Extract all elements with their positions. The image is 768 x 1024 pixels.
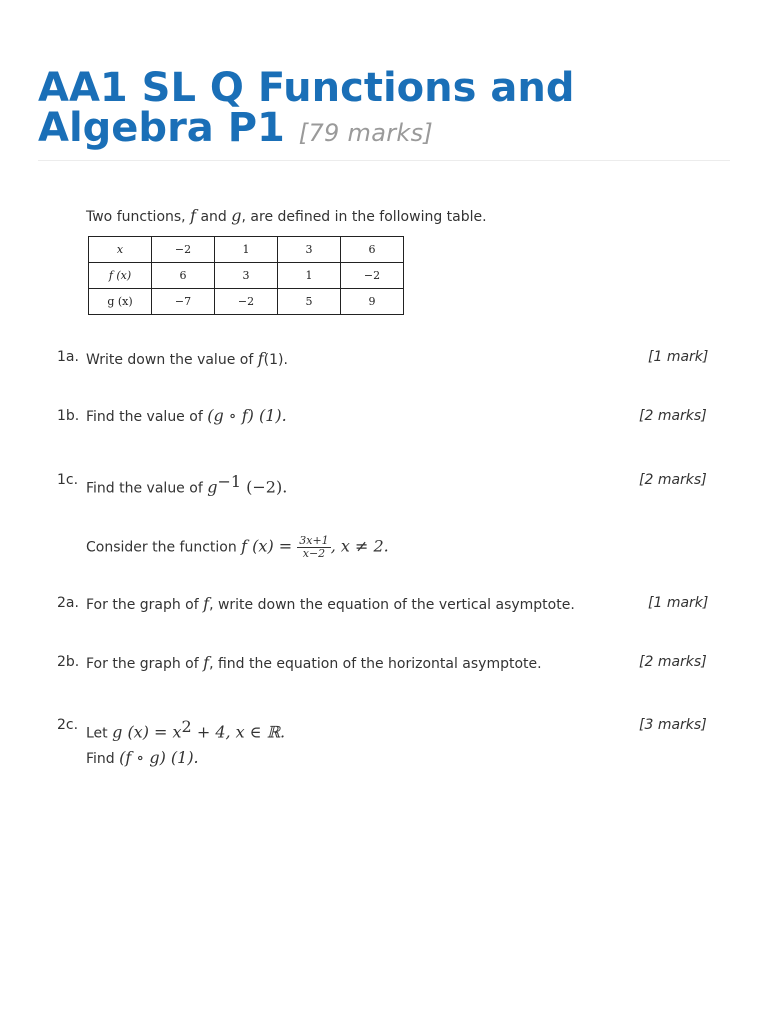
question-math-tail: (−2).	[241, 477, 288, 497]
table-row-label: g (x)	[89, 289, 152, 315]
intro-g: g	[231, 206, 242, 225]
question-math: (f ∘ g) (1).	[119, 748, 199, 767]
table-cell: 1	[215, 237, 278, 263]
consider-function	[86, 535, 389, 560]
marks-2a: [1 mark]	[648, 595, 709, 611]
table-cell: −2	[152, 237, 215, 263]
table-row-label: f (x)	[89, 263, 152, 289]
question-math: f	[203, 653, 210, 672]
question-2c	[86, 717, 285, 742]
question-math-tail: (1).	[263, 352, 288, 368]
question-number-2b: 2b.	[57, 654, 80, 670]
question-math: g	[207, 477, 218, 497]
question-text: For the graph of	[86, 597, 204, 613]
title-divider	[38, 160, 730, 161]
question-2a	[86, 594, 575, 613]
question-number-2a: 2a.	[57, 595, 79, 611]
question-number-2c: 2c.	[57, 717, 79, 733]
intro-and: and	[196, 209, 232, 225]
function-rhs: , x ≠ 2.	[330, 536, 389, 556]
fraction-denominator: x−2	[302, 547, 326, 560]
fraction-numerator: 3x+1	[299, 534, 329, 547]
question-text: Find the value of	[86, 409, 208, 425]
question-number-1c: 1c.	[57, 472, 79, 488]
table-cell: 9	[341, 289, 404, 315]
table-row	[89, 289, 404, 315]
consider-text: Consider the function	[86, 539, 242, 556]
marks-2c: [3 marks]	[639, 717, 707, 733]
function-fraction	[297, 535, 330, 560]
marks-2b: [2 marks]	[639, 654, 707, 670]
question-math: f	[257, 349, 264, 368]
table-cell: 1	[278, 263, 341, 289]
question-math: g (x) = x	[112, 722, 182, 742]
question-math: (g ∘ f) (1).	[207, 406, 287, 425]
question-text: For the graph of	[86, 656, 204, 672]
page-title	[38, 65, 738, 153]
question-1a	[86, 349, 288, 368]
table-cell: 6	[152, 263, 215, 289]
function-table	[88, 236, 404, 315]
table-row-label: x	[89, 237, 152, 263]
table-row	[89, 237, 404, 263]
marks-1c: [2 marks]	[639, 472, 707, 488]
marks-1a: [1 mark]	[648, 349, 709, 365]
question-text-tail: , find the equation of the horizontal asymptote.	[209, 656, 542, 672]
question-1c	[86, 472, 287, 497]
question-2c-line2	[86, 748, 199, 767]
question-text: Write down the value of	[86, 352, 258, 368]
intro-part-1: Two functions,	[86, 209, 191, 225]
question-text-tail: , write down the equation of the vertical asymptote.	[209, 597, 575, 613]
question-math-tail: + 4, x ∈ ℝ.	[191, 722, 286, 742]
intro-part-2: , are defined in the following table.	[241, 209, 487, 225]
question-1b	[86, 406, 287, 425]
question-superscript: 2	[181, 717, 192, 736]
question-text: Let	[86, 725, 113, 742]
question-2b	[86, 653, 542, 672]
total-marks: [79 marks]	[298, 119, 434, 147]
question-text: Find	[86, 751, 120, 767]
question-number-1b: 1b.	[57, 408, 80, 424]
function-lhs: f (x) =	[241, 536, 298, 556]
marks-1b: [2 marks]	[639, 408, 707, 424]
table-cell: 5	[278, 289, 341, 315]
table-cell: 3	[215, 263, 278, 289]
table-cell: −2	[215, 289, 278, 315]
intro-f: f	[190, 206, 197, 225]
table-row	[89, 263, 404, 289]
table-cell: 6	[341, 237, 404, 263]
table-cell: 3	[278, 237, 341, 263]
table-cell: −2	[341, 263, 404, 289]
question-math: f	[203, 594, 210, 613]
title-text: AA1 SL Q Functions and Algebra P1	[38, 65, 575, 151]
table-cell: −7	[152, 289, 215, 315]
question-superscript: −1	[217, 472, 242, 491]
question-number-1a: 1a.	[57, 349, 79, 365]
intro-text	[86, 206, 487, 225]
question-text: Find the value of	[86, 480, 208, 497]
